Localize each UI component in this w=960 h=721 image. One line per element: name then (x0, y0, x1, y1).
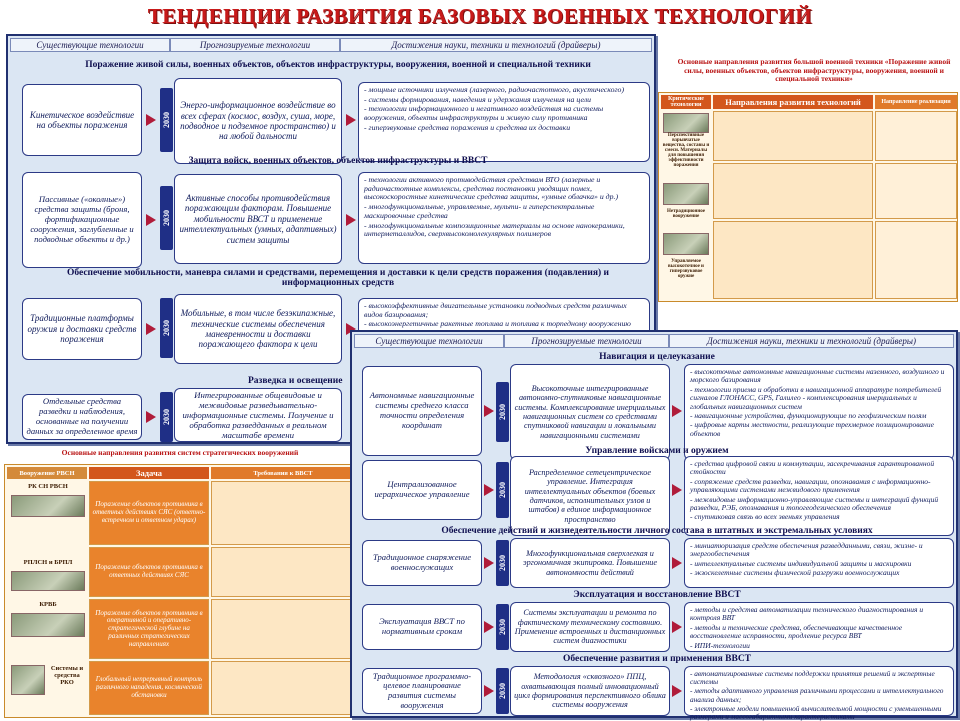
bp-header-3: Требования к ВВСТ (211, 467, 355, 479)
panel2-s2-year: 2030 (496, 462, 509, 518)
panel2-s5-year: 2030 (496, 668, 509, 714)
panel1-section2-title: Защита войск, военных объектов, объектов инфраструктуры и ВВСТ (188, 156, 488, 166)
panel1-s3-driver-2: - высокоэнергетичные ракетные топлива и топлива к торпедному вооружению (364, 319, 631, 329)
panel2-s1-existing: Автономные навигационные системы среднего класса точности определения координат (362, 366, 482, 456)
panel1-s3-existing: Традиционные платформы оружия и доставки средств поражения (22, 298, 142, 360)
panel1-s1-arrow (146, 114, 156, 126)
panel1-s1-arrow2 (346, 114, 356, 126)
page-title: ТЕНДЕНЦИИ РАЗВИТИЯ БАЗОВЫХ ВОЕННЫХ ТЕХНОЛОГИЙ (147, 4, 813, 28)
bp-header-1: Вооружение РВСН (7, 467, 87, 479)
panel2-section5-title: Обеспечение развития и применения ВВСТ (562, 654, 752, 664)
panel2-s3-arrow (484, 557, 494, 569)
panel2-s3-driver-2: - интеллектуальные системы индивидуальной защиты и маскировки (690, 558, 912, 568)
panel2-s5-driver-1: - автоматизированные системы поддержки принятия решений и экспертные системы (690, 669, 935, 687)
panel1-header-forecast: Прогнозируемые технологии (170, 38, 340, 52)
panel2-s3-drivers (684, 538, 954, 588)
panel2-header-forecast: Прогнозируемые технологии (504, 334, 669, 348)
panel2-s1-year: 2030 (496, 382, 509, 442)
panel2-s1-arrow (484, 405, 494, 417)
rp-row-4 (875, 111, 957, 161)
panel1-s2-year: 2030 (160, 186, 173, 250)
rp-image-3 (663, 233, 709, 255)
panel2-s1-driver-4: - цифровые карты местности, реализующие трехмерное позиционирование объектов (690, 420, 934, 438)
panel2-section1-title: Навигация и целеуказание (599, 352, 715, 362)
panel1-s2-arrow (146, 214, 156, 226)
panel2-s2-forecast: Распределенное сетецентрическое управление. Интеграция интеллектуальных объектов (боевых датчиков, исполнительных узлов и штабов) в единое информационное пространство (510, 456, 670, 536)
panel1-s1-driver-2: - системы формирования, наведения и удержания излучения на цели (364, 94, 592, 104)
panel1-s2-forecast: Активные способы противодействия поражающим факторам. Повышение мобильности ВВСТ и применение интеллектуальных (умных, адаптивных) систем защиты (174, 174, 342, 264)
panel2-s3-forecast: Многофункциональная сверхлегкая и эргономичная экипировка. Повышение автономности действий (510, 538, 670, 588)
panel2-s4-arrow2 (672, 621, 682, 633)
panel2-section2-title: Управление войсками и оружием (585, 446, 729, 456)
panel2-s3-existing: Традиционное снаряжение военнослужащих (362, 540, 482, 586)
rp-row-1 (713, 111, 873, 161)
panel2-s5-driver-3: - электронные модели повышенной вычислительной мощности с уменьшенными размерами и массогабаритными характеристиками (690, 703, 942, 721)
panel2-s4-year: 2030 (496, 604, 509, 650)
rp-left-label-3: Управляемое высокоточное и гиперзвуковое оружие (668, 259, 704, 279)
bottom-poster-caption: Основные направления развития систем стратегических вооружений (61, 448, 299, 457)
panel2-s2-drivers (684, 456, 954, 536)
bottom-poster (4, 464, 356, 718)
bp-task-2: Поражение объектов противника в ответных действиях СЯС (89, 547, 209, 597)
panel1-s2-arrow2 (346, 214, 356, 226)
panel1-header-drivers: Достижения науки, техники и технологий (драйверы) (340, 38, 652, 52)
panel-bottom-right (350, 330, 958, 721)
panel2-s1-forecast: Высокоточные интегрированные автономно-спутниковые навигационные системы. Комплексирование инерциальных навигационных систем со средствами спутниковой навигации и локальными навигационными системами (510, 364, 670, 460)
panel2-s3-driver-1: - миниатюризация средств обеспечения разведданными, связи, жизне- и энергообеспечения (690, 541, 923, 559)
bp-req-4 (211, 661, 355, 715)
panel2-s4-forecast: Системы эксплуатации и ремонта по фактическому техническому состоянию. Применение встроенных и дистанционных систем диагностики (510, 602, 670, 652)
bp-row-label-3: КРВБ (39, 601, 57, 608)
panel2-s5-forecast: Методология «сквозного» ППЦ, охватывающая полный инновационный цикл формирования перспективного облика системы вооружения (510, 666, 670, 716)
panel2-s5-existing: Традиционное программно-целевое планирование развития системы вооружения (362, 668, 482, 714)
panel2-s4-arrow (484, 621, 494, 633)
panel1-section4-title: Разведка и освещение (248, 376, 343, 386)
panel2-s5-driver-2: - методы адаптивного управления различными процессами и интеллектуального анализа данных; (690, 686, 944, 704)
panel1-s2-driver-2: - многофункциональные, управляемые, мульти- и гиперспектральные маскировочные средства (364, 202, 595, 220)
panel2-section3-title: Обеспечение действий и жизнедеятельности личного состава в штатных и экстремальных условиях (441, 526, 873, 536)
panel2-s2-driver-2: - сопряжение средств разведки, навигации, опознавания с информационно-управляющими системами межвидового применения (690, 476, 931, 495)
rp-row-2 (713, 163, 873, 219)
bp-task-3: Поражение объектов противника в оперативной и оперативно-стратегической глубине на различных стратегических направлениях (89, 599, 209, 659)
panel1-s2-drivers (358, 172, 650, 264)
panel2-s2-driver-1: - средства цифровой связи и коммутации, засекречивания гарантированной стойкости (690, 459, 935, 477)
panel1-s1-existing: Кинетическое воздействие на объекты поражения (22, 84, 142, 156)
panel2-s4-existing: Эксплуатация ВВСТ по нормативным срокам (362, 604, 482, 650)
panel1-header-existing: Существующие технологии (10, 38, 170, 52)
rp-left-label-1: Перспективные взрывчатые вещества, составы и смеси. Материалы для повышения эффективности поражения (662, 133, 710, 168)
panel2-s1-driver-3: - навигационные устройства, функционирующие по геофизическим полям (690, 410, 927, 420)
panel2-s3-arrow2 (672, 557, 682, 569)
panel1-s3-year: 2030 (160, 298, 173, 358)
panel2-s2-driver-3: - межвидовые информационно-управляющие системы и интеграций функций разведки, РЭБ, опознавания и топогеодезического обеспечения (690, 494, 939, 512)
rp-image-2 (663, 183, 709, 205)
panel2-s2-driver-4: - спутниковая связь во всех звеньях управления (690, 512, 840, 522)
panel2-s5-arrow2 (672, 685, 682, 697)
rp-header-3: Направление реализации (875, 95, 957, 109)
panel2-header-existing: Существующие технологии (354, 334, 504, 348)
panel1-section1-title: Поражение живой силы, военных объектов, объектов инфраструктуры, вооружения, военной и специальной техники (85, 60, 591, 70)
bp-task-4: Глобальный непрерывный контроль различного нападения, космической обстановки (89, 661, 209, 715)
panel1-s3-arrow (146, 323, 156, 335)
panel1-s1-driver-4: - гиперзвуковые средства поражения и средства их доставки (364, 122, 571, 132)
panel2-s2-arrow (484, 484, 494, 496)
bp-image-4 (11, 665, 45, 695)
right-poster-caption: Основные направления развития большой военной техники «Поражение живой силы, военных объектов, объектов инфраструктуры, вооружения, военной и специальной техники» (677, 57, 951, 84)
bp-row-label-4: Системы и средства РКО (50, 665, 84, 686)
bp-row-label-1: РК СН РВСН (28, 483, 68, 490)
bp-req-2 (211, 547, 355, 597)
panel2-s3-driver-3: - экзоскелетные системы физической разгрузки военнослужащих (690, 568, 900, 578)
panel2-s5-drivers (684, 666, 954, 721)
panel2-s4-driver-3: - ИПИ-технологии (690, 640, 750, 650)
bp-req-3 (211, 599, 355, 659)
right-poster (658, 92, 958, 302)
rp-row-5 (875, 163, 957, 219)
bp-image-2 (11, 571, 85, 591)
panel2-s1-driver-1: - высокоточные автономные навигационные системы наземного, воздушного и морского базирования (690, 367, 945, 385)
panel2-s4-driver-1: - методы и средства автоматизации технического диагностирования и контроля ВВТ (690, 605, 924, 623)
panel2-s4-driver-2: - методы и технические средства, обеспечивающие качественное восстановление исправности, продление ресурса ВВТ (690, 622, 903, 641)
panel2-s5-arrow (484, 685, 494, 697)
panel2-s1-driver-2: - технологии приема и обработки в навигационной аппаратуре потребителей сигналов ГЛОНАСС, GPS, Галилео - комплексирования инерциальных и глобальных навигационных систем (690, 384, 942, 411)
panel1-s4-forecast: Интегрированные общевидовые и межвидовые разведывательно-информационные системы. Получение и обработка разведданных в реальном масштабе времени (174, 388, 342, 442)
rp-left-label-2: Нетрадиционное вооружение (666, 209, 706, 219)
bp-image-1 (11, 495, 85, 517)
panel2-s2-existing: Централизованное иерархическое управление (362, 460, 482, 520)
panel1-s3-forecast: Мобильные, в том числе безэкипажные, технические системы обеспечения маневренности и доставки поражающего фактора к цели (174, 294, 342, 364)
panel1-section3-title: Обеспечение мобильности, маневра силами и средствами, перемещения и доставки к цели средств поражения (подавления) и информационных средств (66, 268, 609, 288)
panel1-s1-forecast: Энерго-информационное воздействие во всех сферах (космос, воздух, суша, море, подводное и подземное пространство) и на любой дальности (174, 78, 342, 164)
panel2-header-drivers: Достижения науки, техники и технологий (драйверы) (669, 334, 954, 348)
panel1-s2-existing: Пассивные («околные») средства защиты (броня, фортификационные сооружения, заглубленные и подводные объекты и др.) (22, 172, 142, 268)
panel2-s4-drivers (684, 602, 954, 652)
rp-image-1 (663, 113, 709, 133)
bp-req-1 (211, 481, 355, 545)
panel1-column-headers (10, 38, 652, 52)
panel1-s4-arrow (146, 411, 156, 423)
panel2-section4-title: Эксплуатация и восстановление ВВСТ (573, 590, 741, 600)
rp-header-2: Направления развития технологий (713, 95, 873, 109)
panel1-s1-drivers (358, 82, 650, 162)
panel1-s1-year: 2030 (160, 88, 173, 152)
panel2-s1-arrow2 (672, 405, 682, 417)
panel1-s1-driver-3: - технологии информационного и негативного воздействия на системы вооружения, объекты инфраструктуры и живую силу противника (364, 104, 604, 123)
panel2-column-headers (354, 334, 954, 348)
panel1-s1-driver-1: - мощные источники излучения (лазерного, радиочастотного, акустического) (364, 85, 625, 94)
panel2-s3-year: 2030 (496, 540, 509, 586)
bp-image-3 (11, 613, 85, 637)
rp-header-1: Критические технологии (661, 95, 711, 109)
bp-header-2: Задача (89, 467, 209, 479)
panel1-s2-driver-3: - многофункциональные композиционные материалы на основе нанокерамики, интерметаллидов, сверхвысокомолекулярных полимеров (364, 220, 625, 239)
rp-row-3 (713, 221, 873, 299)
bp-row-label-2: РПЛСН и БРПЛ (23, 559, 73, 566)
panel2-s2-arrow2 (672, 484, 682, 496)
panel1-s4-year: 2030 (160, 392, 173, 442)
bp-task-1: Поражение объектов противника в ответных действиях СЯС (ответно-встречном и ответном ударах) (89, 481, 209, 545)
panel1-s3-driver-1: - высокоэффективные двигательные установки подводных средств различных видов базирования; (364, 301, 627, 319)
panel1-s2-driver-1: - технологии активного противодействия средствам ВТО (лазерные и радиочастотные комплексы, средства постановки уводящих помех, высокоскоростные кинетические средства защиты, «умные облачка» и др.) (364, 175, 619, 202)
panel1-s4-existing: Отдельные средства разведки и наблюдения, основанные на получении данных за определенное время (22, 394, 142, 440)
rp-row-6 (875, 221, 957, 299)
